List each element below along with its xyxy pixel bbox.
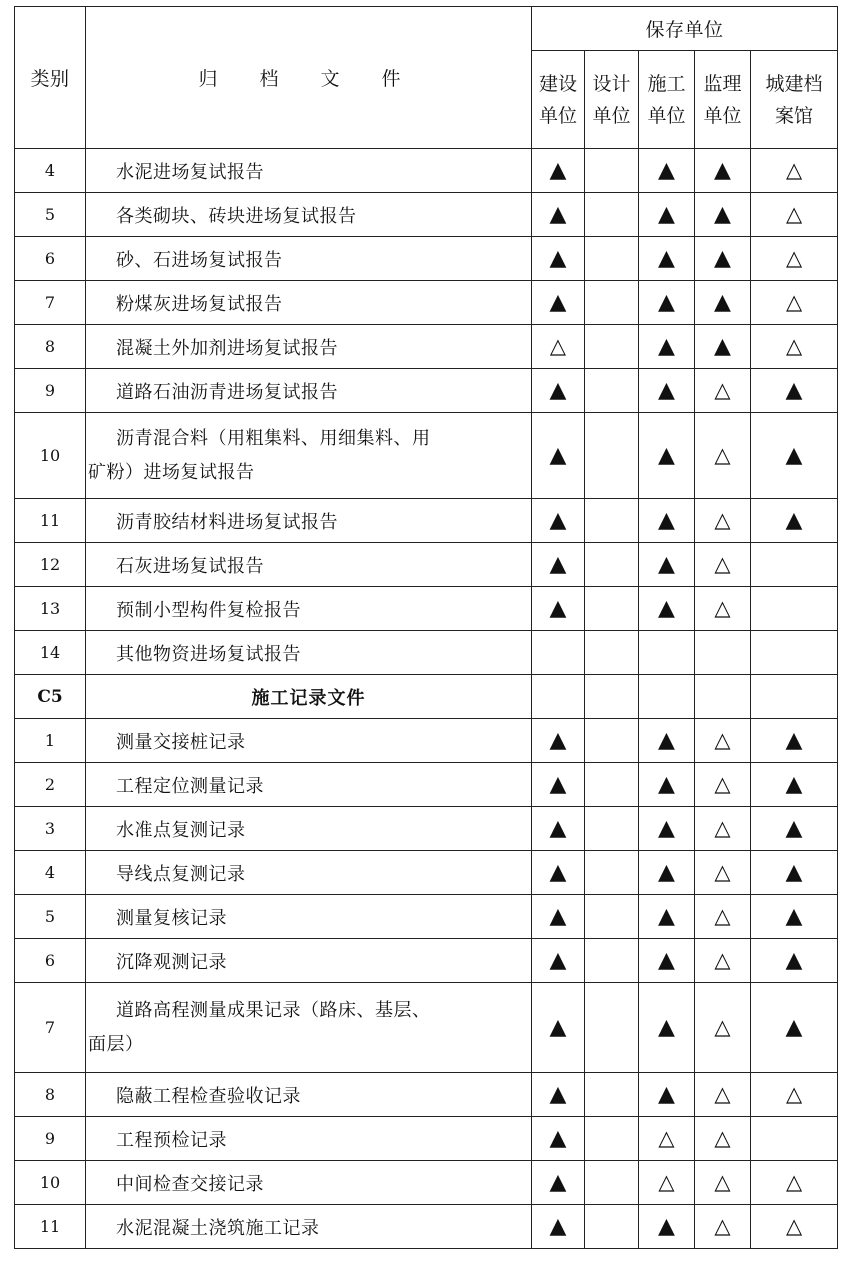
mark-city-archive	[751, 763, 838, 807]
header-unit-supervision	[695, 51, 751, 149]
outline-triangle-icon: △	[714, 860, 731, 884]
mark-city-archive	[751, 543, 838, 587]
row-document-name: 道路石油沥青进场复试报告	[86, 369, 532, 413]
filled-triangle-icon: ▲	[785, 903, 803, 929]
mark-design	[585, 763, 639, 807]
mark-design	[585, 719, 639, 763]
filled-triangle-icon: ▲	[658, 245, 675, 271]
row-document-name: 水泥进场复试报告	[86, 149, 532, 193]
row-document-name-line2: 矿粉）进场复试报告	[88, 461, 255, 483]
table-row	[15, 939, 838, 983]
row-category: 5	[15, 895, 86, 939]
mark-city-archive	[751, 193, 838, 237]
mark-construction	[532, 413, 585, 499]
outline-triangle-icon: △	[714, 904, 731, 928]
table-row	[15, 281, 838, 325]
row-category: 9	[15, 1117, 86, 1161]
filled-triangle-icon: ▲	[658, 903, 675, 929]
table-row	[15, 587, 838, 631]
row-document-name	[86, 413, 532, 499]
mark-supervision	[695, 807, 751, 851]
mark-construction	[532, 675, 585, 719]
table-row	[15, 1073, 838, 1117]
table-row	[15, 499, 838, 543]
row-document-name: 中间检查交接记录	[86, 1161, 532, 1205]
filled-triangle-icon: ▲	[549, 551, 567, 577]
mark-design	[585, 1161, 639, 1205]
mark-design	[585, 851, 639, 895]
outline-triangle-icon: △	[714, 508, 731, 532]
mark-contractor	[639, 587, 695, 631]
mark-supervision	[695, 631, 751, 675]
mark-design	[585, 1117, 639, 1161]
filled-triangle-icon: ▲	[549, 377, 567, 403]
mark-supervision	[695, 237, 751, 281]
row-document-name-line1: 沥青混合料（用粗集料、用细集料、用	[116, 427, 431, 449]
outline-triangle-icon: △	[785, 1214, 803, 1238]
outline-triangle-icon: △	[785, 1170, 803, 1194]
mark-design	[585, 369, 639, 413]
outline-triangle-icon: △	[714, 596, 731, 620]
mark-contractor	[639, 675, 695, 719]
filled-triangle-icon: ▲	[549, 815, 567, 841]
row-category: 7	[15, 281, 86, 325]
mark-design	[585, 281, 639, 325]
outline-triangle-icon: △	[785, 202, 803, 226]
mark-contractor	[639, 763, 695, 807]
filled-triangle-icon: ▲	[549, 442, 567, 468]
mark-design	[585, 499, 639, 543]
mark-contractor	[639, 281, 695, 325]
mark-city-archive	[751, 1161, 838, 1205]
filled-triangle-icon: ▲	[658, 859, 675, 885]
outline-triangle-icon: △	[714, 728, 731, 752]
filled-triangle-icon: ▲	[714, 333, 731, 359]
filled-triangle-icon: ▲	[658, 157, 675, 183]
mark-contractor	[639, 193, 695, 237]
row-document-name: 混凝土外加剂进场复试报告	[86, 325, 532, 369]
mark-contractor	[639, 325, 695, 369]
header-unit-line: 城建档	[765, 72, 823, 95]
header-unit-line: 案馆	[775, 104, 814, 127]
outline-triangle-icon: △	[714, 1170, 731, 1194]
mark-design	[585, 413, 639, 499]
header-unit-line: 设计	[592, 72, 631, 95]
mark-city-archive	[751, 499, 838, 543]
filled-triangle-icon: ▲	[549, 289, 567, 315]
filled-triangle-icon: ▲	[549, 1213, 567, 1239]
filled-triangle-icon: ▲	[658, 377, 675, 403]
filled-triangle-icon: ▲	[658, 947, 675, 973]
mark-city-archive	[751, 237, 838, 281]
filled-triangle-icon: ▲	[658, 551, 675, 577]
mark-construction	[532, 1161, 585, 1205]
table-row	[15, 1205, 838, 1249]
mark-city-archive	[751, 983, 838, 1073]
table-row	[15, 413, 838, 499]
table-body	[15, 149, 838, 1249]
table-row	[15, 1161, 838, 1205]
mark-design	[585, 543, 639, 587]
outline-triangle-icon: △	[714, 1082, 731, 1106]
filled-triangle-icon: ▲	[658, 1081, 675, 1107]
header-units-group: 保存单位	[532, 7, 838, 51]
filled-triangle-icon: ▲	[658, 727, 675, 753]
mark-design	[585, 939, 639, 983]
row-document-name	[86, 983, 532, 1073]
mark-construction	[532, 1073, 585, 1117]
mark-construction	[532, 543, 585, 587]
mark-city-archive	[751, 851, 838, 895]
mark-city-archive	[751, 675, 838, 719]
header-unit-line: 单位	[592, 104, 631, 127]
filled-triangle-icon: ▲	[785, 507, 803, 533]
table-row	[15, 851, 838, 895]
outline-triangle-icon: △	[714, 1214, 731, 1238]
filled-triangle-icon: ▲	[714, 289, 731, 315]
mark-city-archive	[751, 587, 838, 631]
filled-triangle-icon: ▲	[785, 947, 803, 973]
mark-design	[585, 587, 639, 631]
mark-supervision	[695, 325, 751, 369]
mark-supervision	[695, 369, 751, 413]
row-document-name: 导线点复测记录	[86, 851, 532, 895]
mark-construction	[532, 1117, 585, 1161]
filled-triangle-icon: ▲	[549, 771, 567, 797]
mark-design	[585, 237, 639, 281]
mark-supervision	[695, 763, 751, 807]
mark-contractor	[639, 807, 695, 851]
mark-supervision	[695, 1073, 751, 1117]
mark-construction	[532, 851, 585, 895]
header-unit-line: 单位	[538, 104, 577, 127]
filled-triangle-icon: ▲	[658, 333, 675, 359]
table-row	[15, 193, 838, 237]
row-category: 3	[15, 807, 86, 851]
row-category: 4	[15, 149, 86, 193]
filled-triangle-icon: ▲	[714, 201, 731, 227]
header-unit-line: 单位	[647, 104, 686, 127]
mark-design	[585, 807, 639, 851]
filled-triangle-icon: ▲	[785, 859, 803, 885]
filled-triangle-icon: ▲	[549, 157, 567, 183]
row-category: 6	[15, 939, 86, 983]
row-document-name: 沉降观测记录	[86, 939, 532, 983]
table-row	[15, 983, 838, 1073]
mark-city-archive	[751, 807, 838, 851]
archive-table	[14, 6, 838, 1249]
outline-triangle-icon: △	[549, 334, 567, 358]
mark-supervision	[695, 939, 751, 983]
row-category: 8	[15, 1073, 86, 1117]
mark-construction	[532, 193, 585, 237]
mark-construction	[532, 1205, 585, 1249]
mark-city-archive	[751, 1117, 838, 1161]
mark-supervision	[695, 281, 751, 325]
mark-contractor	[639, 1073, 695, 1117]
table-row	[15, 325, 838, 369]
table-row	[15, 895, 838, 939]
mark-construction	[532, 763, 585, 807]
header-category: 类别	[15, 7, 86, 149]
mark-city-archive	[751, 631, 838, 675]
row-document-name: 粉煤灰进场复试报告	[86, 281, 532, 325]
row-document-name: 隐蔽工程检查验收记录	[86, 1073, 532, 1117]
mark-contractor	[639, 1205, 695, 1249]
filled-triangle-icon: ▲	[658, 201, 675, 227]
filled-triangle-icon: ▲	[658, 771, 675, 797]
row-category: 1	[15, 719, 86, 763]
mark-construction	[532, 237, 585, 281]
mark-supervision	[695, 499, 751, 543]
section-row	[15, 675, 838, 719]
outline-triangle-icon: △	[714, 378, 731, 402]
mark-contractor	[639, 895, 695, 939]
mark-contractor	[639, 939, 695, 983]
row-document-name-line1: 道路高程测量成果记录（路床、基层、	[116, 999, 431, 1021]
outline-triangle-icon: △	[714, 1126, 731, 1150]
table-row	[15, 237, 838, 281]
filled-triangle-icon: ▲	[785, 815, 803, 841]
row-category: 11	[15, 1205, 86, 1249]
mark-contractor	[639, 1117, 695, 1161]
filled-triangle-icon: ▲	[549, 947, 567, 973]
outline-triangle-icon: △	[658, 1126, 675, 1150]
mark-construction	[532, 807, 585, 851]
filled-triangle-icon: ▲	[714, 157, 731, 183]
filled-triangle-icon: ▲	[658, 289, 675, 315]
mark-construction	[532, 369, 585, 413]
mark-contractor	[639, 631, 695, 675]
mark-city-archive	[751, 149, 838, 193]
row-category: 14	[15, 631, 86, 675]
table-row	[15, 807, 838, 851]
header-unit-contractor	[639, 51, 695, 149]
filled-triangle-icon: ▲	[658, 1213, 675, 1239]
mark-contractor	[639, 1161, 695, 1205]
mark-city-archive	[751, 719, 838, 763]
filled-triangle-icon: ▲	[658, 507, 675, 533]
mark-supervision	[695, 149, 751, 193]
mark-supervision	[695, 719, 751, 763]
mark-design	[585, 983, 639, 1073]
row-document-name: 砂、石进场复试报告	[86, 237, 532, 281]
mark-construction	[532, 587, 585, 631]
filled-triangle-icon: ▲	[658, 1014, 675, 1040]
mark-supervision	[695, 1161, 751, 1205]
filled-triangle-icon: ▲	[658, 442, 675, 468]
mark-contractor	[639, 719, 695, 763]
mark-supervision	[695, 193, 751, 237]
outline-triangle-icon: △	[714, 1015, 731, 1039]
table-row	[15, 631, 838, 675]
mark-design	[585, 895, 639, 939]
row-document-name: 工程预检记录	[86, 1117, 532, 1161]
header-unit-city-archive	[751, 51, 838, 149]
filled-triangle-icon: ▲	[549, 903, 567, 929]
row-document-name: 各类砌块、砖块进场复试报告	[86, 193, 532, 237]
filled-triangle-icon: ▲	[658, 595, 675, 621]
header-unit-line: 建设	[538, 72, 577, 95]
row-category: 12	[15, 543, 86, 587]
row-category: 11	[15, 499, 86, 543]
mark-city-archive	[751, 281, 838, 325]
table-row	[15, 149, 838, 193]
mark-contractor	[639, 983, 695, 1073]
outline-triangle-icon: △	[714, 552, 731, 576]
filled-triangle-icon: ▲	[549, 507, 567, 533]
mark-design	[585, 1073, 639, 1117]
filled-triangle-icon: ▲	[549, 1081, 567, 1107]
header-unit-design	[585, 51, 639, 149]
filled-triangle-icon: ▲	[785, 442, 803, 468]
mark-contractor	[639, 369, 695, 413]
row-document-name: 水准点复测记录	[86, 807, 532, 851]
mark-design	[585, 675, 639, 719]
filled-triangle-icon: ▲	[549, 859, 567, 885]
filled-triangle-icon: ▲	[549, 595, 567, 621]
outline-triangle-icon: △	[785, 1082, 803, 1106]
outline-triangle-icon: △	[785, 246, 803, 270]
filled-triangle-icon: ▲	[785, 771, 803, 797]
row-document-name: 施工记录文件	[86, 675, 532, 719]
outline-triangle-icon: △	[785, 290, 803, 314]
mark-city-archive	[751, 325, 838, 369]
row-document-name-line2: 面层）	[88, 1033, 144, 1055]
filled-triangle-icon: ▲	[714, 245, 731, 271]
mark-construction	[532, 281, 585, 325]
mark-city-archive	[751, 895, 838, 939]
outline-triangle-icon: △	[714, 948, 731, 972]
table-row	[15, 719, 838, 763]
outline-triangle-icon: △	[714, 772, 731, 796]
filled-triangle-icon: ▲	[658, 815, 675, 841]
mark-supervision	[695, 1117, 751, 1161]
header-unit-construction	[532, 51, 585, 149]
mark-supervision	[695, 895, 751, 939]
mark-supervision	[695, 587, 751, 631]
mark-contractor	[639, 499, 695, 543]
mark-contractor	[639, 413, 695, 499]
mark-contractor	[639, 149, 695, 193]
row-category: 4	[15, 851, 86, 895]
mark-supervision	[695, 543, 751, 587]
mark-construction	[532, 939, 585, 983]
filled-triangle-icon: ▲	[785, 1014, 803, 1040]
row-category: 13	[15, 587, 86, 631]
mark-supervision	[695, 983, 751, 1073]
outline-triangle-icon: △	[785, 334, 803, 358]
row-document-name: 沥青胶结材料进场复试报告	[86, 499, 532, 543]
row-document-name: 测量复核记录	[86, 895, 532, 939]
filled-triangle-icon: ▲	[785, 377, 803, 403]
mark-design	[585, 325, 639, 369]
filled-triangle-icon: ▲	[549, 245, 567, 271]
table-header	[15, 7, 838, 149]
filled-triangle-icon: ▲	[549, 1169, 567, 1195]
mark-construction	[532, 149, 585, 193]
row-category: 2	[15, 763, 86, 807]
header-unit-line: 监理	[703, 72, 742, 95]
row-document-name: 预制小型构件复检报告	[86, 587, 532, 631]
mark-city-archive	[751, 939, 838, 983]
row-category: 6	[15, 237, 86, 281]
mark-city-archive	[751, 413, 838, 499]
mark-design	[585, 193, 639, 237]
mark-construction	[532, 499, 585, 543]
mark-design	[585, 631, 639, 675]
mark-supervision	[695, 675, 751, 719]
table-row	[15, 543, 838, 587]
table-row	[15, 1117, 838, 1161]
mark-construction	[532, 895, 585, 939]
mark-city-archive	[751, 1073, 838, 1117]
filled-triangle-icon: ▲	[549, 1125, 567, 1151]
row-document-name: 其他物资进场复试报告	[86, 631, 532, 675]
mark-construction	[532, 631, 585, 675]
table-row	[15, 763, 838, 807]
row-document-name: 石灰进场复试报告	[86, 543, 532, 587]
mark-construction	[532, 983, 585, 1073]
mark-supervision	[695, 1205, 751, 1249]
mark-design	[585, 149, 639, 193]
filled-triangle-icon: ▲	[785, 727, 803, 753]
mark-supervision	[695, 413, 751, 499]
filled-triangle-icon: ▲	[549, 727, 567, 753]
row-document-name: 工程定位测量记录	[86, 763, 532, 807]
table-row	[15, 369, 838, 413]
mark-contractor	[639, 237, 695, 281]
mark-construction	[532, 719, 585, 763]
row-document-name: 测量交接桩记录	[86, 719, 532, 763]
outline-triangle-icon: △	[714, 443, 731, 467]
mark-supervision	[695, 851, 751, 895]
mark-city-archive	[751, 369, 838, 413]
row-category: 10	[15, 413, 86, 499]
mark-design	[585, 1205, 639, 1249]
row-category: 5	[15, 193, 86, 237]
row-category: 8	[15, 325, 86, 369]
outline-triangle-icon: △	[785, 158, 803, 182]
row-category: 10	[15, 1161, 86, 1205]
header-unit-line: 单位	[703, 104, 742, 127]
mark-contractor	[639, 543, 695, 587]
mark-contractor	[639, 851, 695, 895]
row-category: 9	[15, 369, 86, 413]
mark-construction	[532, 325, 585, 369]
row-document-name: 水泥混凝土浇筑施工记录	[86, 1205, 532, 1249]
filled-triangle-icon: ▲	[549, 1014, 567, 1040]
row-category: 7	[15, 983, 86, 1073]
header-unit-line: 施工	[647, 72, 686, 95]
header-document: 归 档 文 件	[86, 7, 532, 149]
row-category: C5	[15, 675, 86, 719]
mark-city-archive	[751, 1205, 838, 1249]
outline-triangle-icon: △	[658, 1170, 675, 1194]
filled-triangle-icon: ▲	[549, 201, 567, 227]
outline-triangle-icon: △	[714, 816, 731, 840]
